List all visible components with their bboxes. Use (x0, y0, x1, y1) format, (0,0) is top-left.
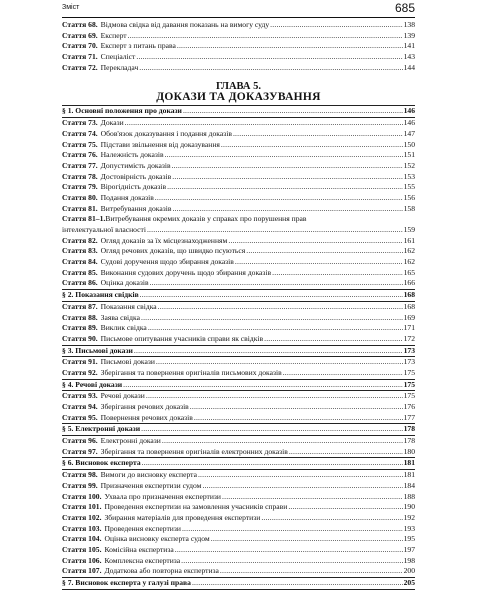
toc-entry-title: Повернення речових доказів (100, 412, 193, 422)
toc-entry (62, 368, 415, 379)
toc-entry (62, 481, 415, 492)
toc-entry-number: § 6. Висновок експерта (62, 458, 141, 468)
toc-entry-page: 162 (403, 246, 415, 256)
dot-leader (125, 118, 403, 129)
toc-entry-number: Стаття 71. (62, 52, 98, 62)
dot-leader (177, 41, 403, 52)
dot-leader (148, 323, 403, 334)
toc-entry-title: Проведення експертизи (104, 523, 181, 533)
toc-entry-page: 180 (403, 446, 415, 456)
toc-entry (62, 470, 415, 481)
toc-entry-title: Проведення експертизи на замовлення учасників справи (104, 502, 288, 512)
toc-entry-number: Стаття 98. (62, 470, 98, 480)
toc-entry-title: Призначення експертизи судом (100, 480, 202, 490)
toc-entry-number: Стаття 106. (62, 555, 102, 565)
toc-entry-number: Стаття 91. (62, 357, 98, 367)
toc-entry (62, 334, 415, 345)
toc-entry (62, 357, 415, 368)
toc-entry-page: 176 (403, 402, 415, 411)
toc-entry-number: Стаття 70. (62, 41, 98, 51)
toc-entry (62, 447, 415, 458)
toc-entry-title: Виконання судових доручень щодо збирання доказів (100, 267, 272, 277)
toc-entry-page: 165 (403, 267, 415, 277)
toc-entry-title: Виклик свідка (100, 323, 147, 333)
toc-entry-number: Стаття 102. (62, 512, 102, 522)
toc-entry-title: Достовірність доказів (100, 171, 172, 181)
toc-entry-number: Стаття 103. (62, 523, 102, 533)
toc-entry-page: 143 (403, 52, 415, 62)
toc-entry (62, 513, 415, 524)
toc-entry (62, 204, 415, 215)
toc-entry-page: 150 (403, 139, 415, 149)
toc-entry-title: Спеціаліст (100, 52, 136, 62)
toc-entry-number: Стаття 76. (62, 150, 98, 160)
toc-entry-number: Стаття 69. (62, 30, 98, 40)
toc-entry-title: Обов'язок доказування і подання доказів (100, 128, 232, 138)
dot-leader (162, 436, 403, 447)
dot-leader (181, 556, 402, 567)
toc-entry-page: 175 (403, 391, 415, 401)
toc-entry-page: 146 (403, 118, 415, 128)
dot-leader (222, 492, 403, 503)
dot-leader (158, 302, 403, 313)
dot-leader (147, 225, 403, 236)
toc-entry-title: Електронні докази (100, 436, 161, 446)
toc-entry (62, 534, 415, 545)
running-section-title: Зміст (62, 4, 80, 11)
toc-entry-page: 178 (403, 424, 415, 434)
toc-entry-number: § 2. Показання свідків (62, 290, 139, 300)
toc-entry-title: Оцінка доказів (100, 278, 149, 288)
dot-leader (172, 204, 402, 215)
toc-entry-page: 181 (403, 458, 415, 468)
toc-entry-page: 168 (403, 290, 415, 300)
dot-leader (261, 513, 402, 524)
toc-entry-number: § 4. Речові докази (62, 379, 123, 389)
dot-leader (140, 290, 403, 301)
toc-entry-title: Відмова свідка від давання показань на вимогу суду (100, 20, 270, 29)
toc-entry-page: 162 (403, 257, 415, 267)
chapter-label: ГЛАВА 5. (216, 81, 261, 93)
page-header (62, 3, 415, 18)
toc-section-entry (62, 577, 415, 590)
toc-entry-page: 197 (403, 544, 415, 554)
toc-entry-title: інтелектуальної власності (62, 225, 146, 234)
toc-entry-number: § 1. Основні положення про докази (62, 106, 182, 116)
toc-entry-number: Стаття 84. (62, 257, 98, 267)
toc-entry-number: Стаття 99. (62, 480, 98, 490)
dot-leader (283, 368, 403, 379)
toc-entry-page: 155 (403, 182, 415, 192)
toc-entry-page: 156 (403, 192, 415, 202)
toc-entry-number: Стаття 85. (62, 267, 98, 277)
dot-leader (221, 140, 403, 151)
toc-entry-number: Стаття 81. (62, 203, 98, 213)
dot-leader (141, 313, 403, 324)
toc-entry-number: Стаття 88. (62, 312, 98, 322)
toc-entry-number: Стаття 89. (62, 323, 98, 333)
toc-entry-title: Витребування доказів (100, 203, 172, 213)
toc-entry-page: 153 (403, 171, 415, 181)
toc-entry-number: § 5. Електронні докази (62, 424, 141, 434)
toc-entry-number: Стаття 75. (62, 139, 98, 149)
toc-entry (62, 118, 415, 129)
dot-leader (220, 566, 403, 577)
toc-entry-title: Допустимість доказів (100, 160, 171, 170)
toc-list-top (62, 20, 415, 73)
dot-leader (233, 129, 403, 140)
toc-entry (62, 402, 415, 413)
toc-entry-number: Стаття 77. (62, 160, 98, 170)
toc-entry-page: 184 (403, 480, 415, 490)
dot-leader (128, 31, 403, 42)
toc-section-entry (62, 457, 415, 470)
toc-entry (62, 236, 415, 247)
toc-entry-title: Письмове опитування учасників справи як свідків (100, 333, 264, 343)
toc-entry (62, 246, 415, 257)
toc-entry-number: Стаття 79. (62, 182, 98, 192)
dot-leader (172, 161, 403, 172)
toc-entry (62, 323, 415, 334)
toc-entry (62, 492, 415, 503)
toc-entry-number: Стаття 68. (62, 20, 98, 29)
toc-entry-number: Стаття 87. (62, 301, 98, 311)
toc-entry-title: Експерт з питань права (100, 41, 176, 51)
toc-section-entry (62, 423, 415, 436)
toc-entry (62, 129, 415, 140)
dot-leader (146, 391, 403, 402)
dot-leader (194, 413, 403, 424)
toc-entry (62, 225, 415, 236)
toc-entry-number: § 3. Письмові докази (62, 345, 133, 355)
dot-leader (150, 278, 403, 289)
dot-leader (198, 470, 403, 481)
toc-entry-number: Стаття 83. (62, 246, 98, 256)
toc-entry (62, 41, 415, 52)
toc-entry-page: 188 (403, 491, 415, 501)
toc-entry-number: Стаття 97. (62, 446, 98, 456)
toc-entry-number: Стаття 105. (62, 544, 102, 554)
toc-section-entry (62, 289, 415, 302)
toc-entry-number: Стаття 80. (62, 192, 98, 202)
toc-entry-page: 175 (403, 379, 415, 389)
toc-entry-title: Комісійна експертиза (104, 544, 174, 554)
dot-leader (156, 357, 403, 368)
toc-entry-page: 173 (403, 345, 415, 355)
toc-entry-title: Огляд речових доказів, що швидко псуються (100, 246, 246, 256)
dot-leader (228, 236, 402, 247)
toc-entry-title: Зберігання речових доказів (100, 402, 189, 411)
toc-entry-title: Вірогідність доказів (100, 182, 167, 192)
toc-entry-title: Перекладач (100, 62, 139, 72)
toc-entry-page: 198 (403, 555, 415, 565)
toc-entry-title: Заява свідка (100, 312, 140, 322)
toc-entry-title: Письмові докази (100, 357, 155, 367)
toc-entry (62, 20, 415, 31)
toc-list-main (62, 105, 415, 589)
page-number: 685 (394, 1, 415, 15)
toc-entry (62, 278, 415, 289)
toc-entry (62, 545, 415, 556)
chapter-title: ДОКАЗИ ТА ДОКАЗУВАННЯ (156, 91, 321, 104)
toc-entry-title: Належність доказів (100, 150, 164, 160)
toc-entry-page: 144 (403, 62, 415, 72)
dot-leader (139, 63, 402, 74)
toc-entry-page: 190 (403, 502, 415, 512)
toc-entry (62, 257, 415, 268)
toc-entry-number: Стаття 73. (62, 118, 98, 128)
toc-entry-page: 147 (403, 128, 415, 138)
dot-leader (134, 346, 403, 357)
toc-entry-number: § 7. Висновок експерта у галузі права (62, 578, 191, 587)
dot-leader (142, 458, 403, 469)
toc-entry (62, 193, 415, 204)
toc-entry-page: 171 (403, 323, 415, 333)
toc-entry-title: Докази (100, 118, 124, 128)
toc-entry (62, 268, 415, 279)
dot-leader (182, 524, 403, 535)
toc-entry-page: 195 (403, 534, 415, 544)
toc-entry (62, 313, 415, 324)
toc-entry-page: 173 (403, 357, 415, 367)
dot-leader (172, 172, 402, 183)
dot-leader (288, 502, 402, 513)
toc-entry (62, 140, 415, 151)
toc-entry-number: Стаття 93. (62, 391, 98, 401)
dot-leader (270, 20, 402, 31)
toc-entry-page: 193 (403, 523, 415, 533)
toc-entry-number: Стаття 95. (62, 412, 98, 422)
toc-entry-title: Зберігання та повернення оригіналів електронних доказів (100, 446, 288, 456)
toc-entry-page: 169 (403, 312, 415, 322)
toc-entry (62, 63, 415, 74)
toc-entry-page: 141 (403, 41, 415, 51)
toc-section-entry (62, 379, 415, 392)
toc-entry-title: Підстави звільнення від доказування (100, 139, 220, 149)
toc-entry (62, 161, 415, 172)
dot-leader (202, 481, 402, 492)
toc-entry-title: Додаткова або повторна експертиза (104, 566, 219, 576)
toc-entry-page: 158 (403, 203, 415, 213)
dot-leader (123, 380, 402, 391)
toc-entry-title: Вимоги до висновку експерта (100, 470, 197, 480)
toc-entry-title: Витребування окремих доказів у справах про порушення прав (105, 214, 307, 224)
toc-entry-page: 151 (403, 150, 415, 160)
toc-entry-page: 161 (403, 235, 415, 245)
toc-entry-number: Стаття 82. (62, 235, 98, 245)
toc-entry-page: 139 (403, 30, 415, 40)
dot-leader (190, 402, 403, 413)
toc-entry-page: 152 (403, 160, 415, 170)
toc-entry-page: 175 (403, 367, 415, 377)
toc-entry-number: Стаття 92. (62, 367, 98, 377)
dot-leader (192, 578, 403, 589)
toc-entry-title: Судові доручення щодо збирання доказів (100, 257, 234, 267)
dot-leader (211, 534, 403, 545)
toc-entry-page: 146 (403, 106, 415, 116)
toc-entry-page: 192 (403, 512, 415, 522)
toc-entry-number: Стаття 107. (62, 566, 102, 576)
dot-leader (235, 257, 403, 268)
toc-entry-page: 177 (403, 412, 415, 422)
toc-entry (62, 524, 415, 535)
toc-entry-title: Речові докази (100, 391, 145, 401)
toc-entry (62, 302, 415, 313)
toc-page (62, 0, 415, 590)
toc-section-entry (62, 345, 415, 358)
toc-entry-number: Стаття 74. (62, 128, 98, 138)
toc-entry (62, 214, 415, 225)
toc-entry-title: Комплексна експертиза (104, 555, 181, 565)
toc-entry (62, 413, 415, 424)
toc-entry-page: 178 (403, 436, 415, 446)
toc-entry-page: 205 (403, 578, 415, 587)
toc-entry (62, 566, 415, 577)
toc-entry-number: Стаття 81–1. (62, 214, 106, 224)
toc-entry-number: Стаття 101. (62, 502, 102, 512)
dot-leader (136, 52, 402, 63)
dot-leader (183, 106, 403, 117)
dot-leader (155, 193, 403, 204)
toc-entry-number: Стаття 90. (62, 333, 98, 343)
toc-entry-page: 181 (403, 470, 415, 480)
toc-entry (62, 52, 415, 63)
toc-entry-number: Стаття 96. (62, 436, 98, 446)
dot-leader (272, 268, 402, 279)
dot-leader (264, 334, 403, 345)
toc-entry (62, 182, 415, 193)
toc-entry-page: 159 (403, 225, 415, 234)
dot-leader (141, 424, 403, 435)
toc-entry (62, 436, 415, 447)
toc-entry (62, 150, 415, 161)
dot-leader (165, 150, 403, 161)
toc-entry-title: Ухвала про призначення експертизи (104, 491, 221, 501)
dot-leader (289, 447, 403, 458)
toc-entry-number: Стаття 104. (62, 534, 102, 544)
toc-entry-number: Стаття 86. (62, 278, 98, 288)
toc-entry-title: Збирання матеріалів для проведення експертизи (104, 512, 261, 522)
toc-entry (62, 31, 415, 42)
toc-entry (62, 556, 415, 567)
toc-entry-page: 166 (403, 278, 415, 288)
toc-entry-title: Оцінка висновку експерта судом (104, 534, 210, 544)
dot-leader (246, 246, 402, 257)
toc-entry-page: 172 (403, 333, 415, 343)
toc-entry-title: Подання доказів (100, 192, 154, 202)
toc-entry (62, 502, 415, 513)
toc-section-entry (62, 105, 415, 118)
toc-entry (62, 172, 415, 183)
toc-entry-number: Стаття 94. (62, 402, 98, 411)
dot-leader (175, 545, 403, 556)
toc-entry-page: 168 (403, 301, 415, 311)
toc-entry-title: Експерт (100, 30, 127, 40)
toc-entry-title: Показання свідка (100, 301, 157, 311)
toc-entry-number: Стаття 72. (62, 62, 98, 72)
toc-entry-page: 138 (403, 20, 415, 29)
toc-entry-title: Зберігання та повернення оригіналів письмових доказів (100, 367, 282, 377)
toc-entry-title: Огляд доказів за їх місцезнаходженням (100, 235, 228, 245)
dot-leader (167, 182, 403, 193)
toc-entry (62, 391, 415, 402)
toc-entry-number: Стаття 78. (62, 171, 98, 181)
toc-entry-page: 200 (403, 566, 415, 576)
toc-entry-number: Стаття 100. (62, 491, 102, 501)
